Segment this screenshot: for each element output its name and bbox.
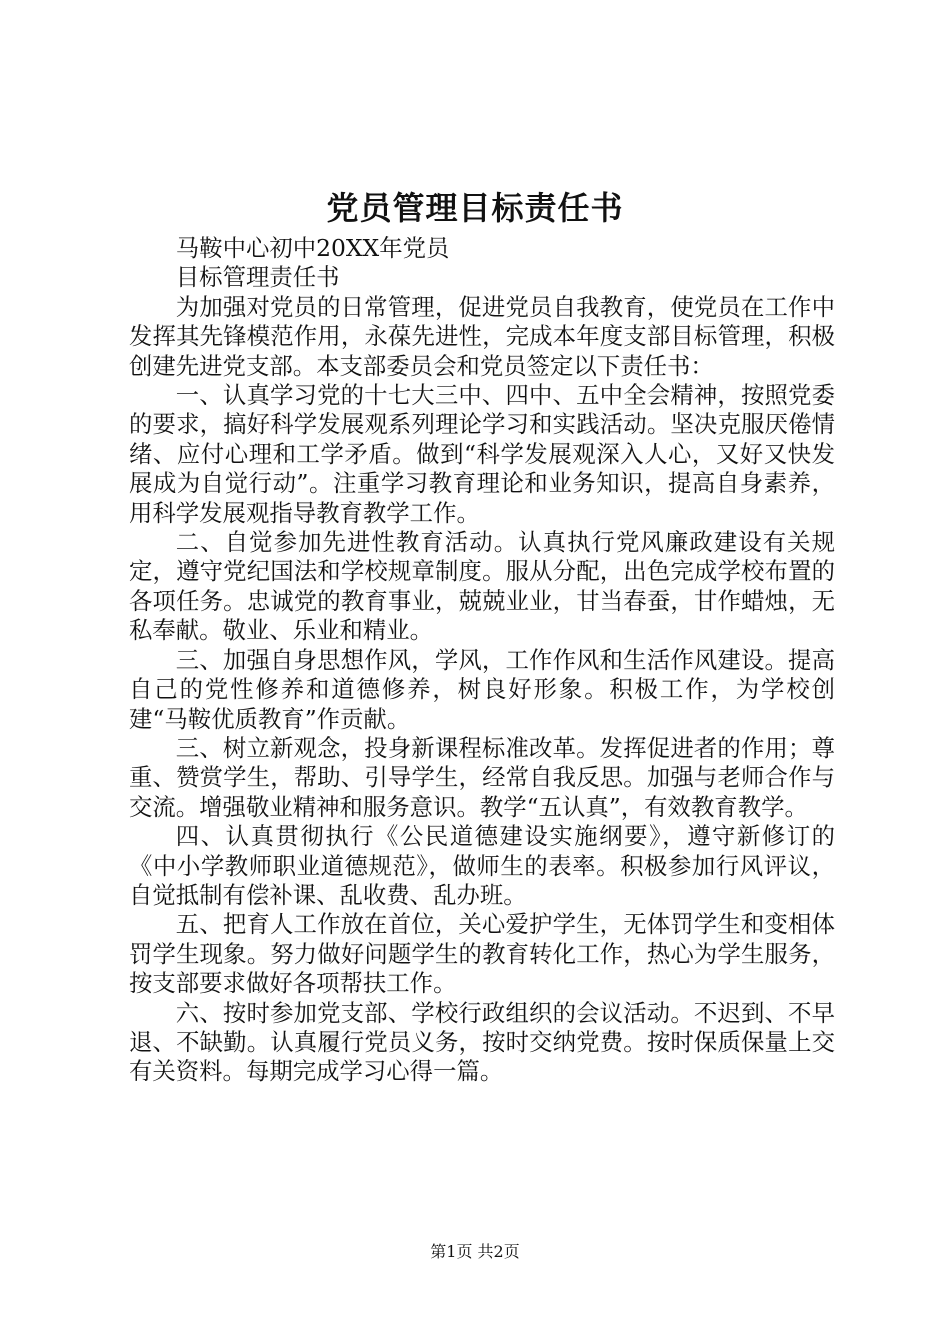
paragraph-item-3a: 三、加强自身思想作风，学风，工作作风和生活作风建设。提高自己的党性修养和道德修养，树良好形象。积极工作，为学校创建“马鞍优质教育”作贡献。 <box>129 645 835 733</box>
paragraph-subtitle-line1: 马鞍中心初中20XX年党员 <box>175 234 450 262</box>
document-body <box>129 234 835 1087</box>
paragraph-item-1: 一、认真学习党的十七大三中、四中、五中全会精神，按照党委的要求，搞好科学发展观系列理论学习和实践活动。坚决克服厌倦情绪、应付心理和工学矛盾。做到“科学发展观深入人心，又好又快发展成为自觉行动”。注重学习教育理论和业务知识，提高自身素养，用科学发展观指导教育教学工作。 <box>129 381 835 527</box>
paragraph-item-5: 五、把育人工作放在首位，关心爱护学生，无体罚学生和变相体罚学生现象。努力做好问题学生的教育转化工作，热心为学生服务，按支部要求做好各项帮扶工作。 <box>129 910 835 998</box>
paragraph-item-3b: 三、树立新观念，投身新课程标准改革。发挥促进者的作用；尊重、赞赏学生，帮助、引导学生，经常自我反思。加强与老师合作与交流。增强敬业精神和服务意识。教学“五认真”，有效教育教学。 <box>129 733 835 821</box>
paragraph-item-6: 六、按时参加党支部、学校行政组织的会议活动。不迟到、不早退、不缺勤。认真履行党员义务，按时交纳党费。按时保质保量上交有关资料。每期完成学习心得一篇。 <box>129 998 835 1086</box>
page-number: 第1页 共2页 <box>430 1242 520 1261</box>
paragraph-item-4: 四、认真贯彻执行《公民道德建设实施纲要》，遵守新修订的《中小学教师职业道德规范》，做师生的表率。积极参加行风评议，自觉抵制有偿补课、乱收费、乱办班。 <box>129 822 835 909</box>
page-title: 党员管理目标责任书 <box>326 189 624 227</box>
paragraph-item-2: 二、自觉参加先进性教育活动。认真执行党风廉政建设有关规定，遵守党纪国法和学校规章制度。服从分配，出色完成学校布置的各项任务。忠诚党的教育事业，兢兢业业，甘当春蚕，甘作蜡烛，无私奉献。敬业、乐业和精业。 <box>129 528 835 645</box>
paragraph-subtitle-line2: 目标管理责任书 <box>175 263 340 292</box>
paragraph-intro: 为加强对党员的日常管理，促进党员自我教育，使党员在工作中发挥其先锋模范作用，永葆先进性，完成本年度支部目标管理，积极创建先进党支部。本支部委员会和党员签定以下责任书： <box>129 292 835 380</box>
